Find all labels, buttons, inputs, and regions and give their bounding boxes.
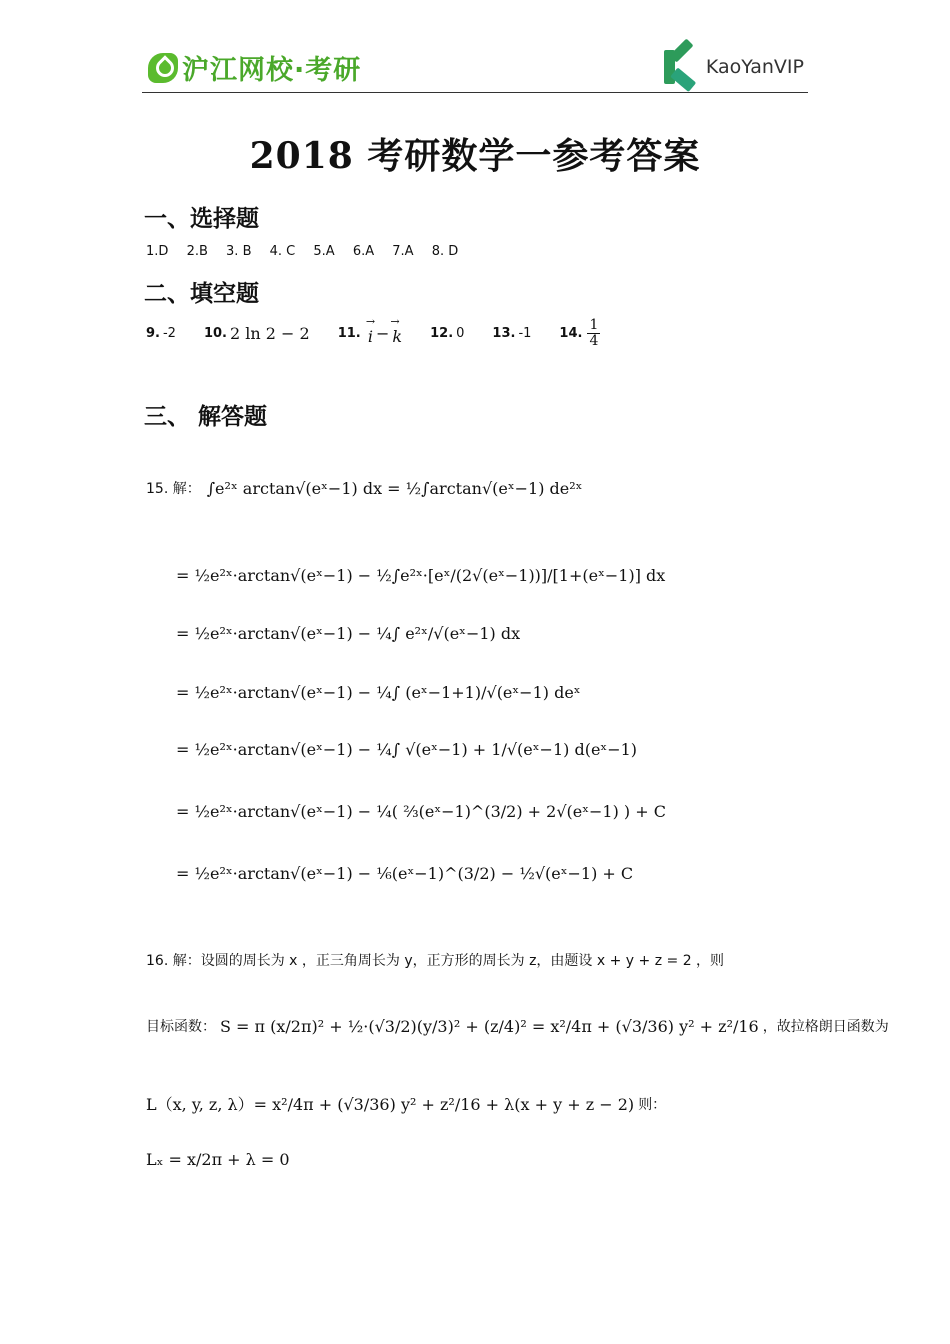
q15-line-4: = ½e²ˣ·arctan√(eˣ−1) − ¼∫ (eˣ−1+1)/√(eˣ−1) deˣ (176, 683, 581, 702)
section-fill-heading: 二、填空题 (144, 281, 259, 307)
choice-answer: 8. D (431, 244, 459, 259)
fill-answer-10: 10. 2 ln 2 − 2 (203, 324, 310, 344)
q16-paragraph-4: Lₓ = x/2π + λ = 0 (146, 1150, 290, 1169)
q16-paragraph-2: 目标函数： S = π (x/2π)² + ½·(√3/2)(y/3)² + (z/4)² = x²/4π + (√3/36) y² + z²/16 ，故拉格朗日函数为 (146, 1016, 889, 1036)
kaoyanvip-logo (664, 50, 804, 84)
choice-answers (146, 244, 472, 259)
choice-answer: 7.A (392, 244, 414, 259)
brand-left: 沪江网校·考研 (182, 55, 362, 86)
fill-answer-11: 11. → i − → k (338, 321, 402, 346)
fill-answer-13: 13. -1 (492, 326, 532, 342)
leaf-icon (148, 53, 178, 83)
page-title: 2018 考研数学一参考答案 (249, 135, 701, 177)
q15-line-2: = ½e²ˣ·arctan√(eˣ−1) − ½∫e²ˣ·[eˣ/(2√(eˣ−1))]/[1+(eˣ−1)] dx (176, 566, 666, 585)
q15-line-3: = ½e²ˣ·arctan√(eˣ−1) − ¼∫ e²ˣ/√(eˣ−1) dx (176, 624, 521, 643)
choice-answer: 3. B (226, 244, 252, 259)
hujiang-logo (148, 48, 361, 87)
choice-answer: 2.B (186, 244, 208, 259)
choice-answer: 1.D (146, 244, 169, 259)
q15-line-1: 15. 解： ∫e²ˣ arctan√(eˣ−1) dx = ½∫arctan√(eˣ−1) de²ˣ (146, 478, 583, 498)
k-logo-icon (664, 50, 698, 84)
choice-answer: 5.A (313, 244, 335, 259)
q16-paragraph-3: L（x, y, z, λ）= x²/4π + (√3/36) y² + z²/16 + λ(x + y + z − 2) 则： (146, 1095, 667, 1114)
fill-answer-12: 12. 0 (430, 326, 465, 342)
fill-answers (146, 318, 630, 350)
page-header (142, 40, 808, 93)
fill-answer-9: 9. -2 (146, 326, 176, 342)
q16-paragraph-1: 16. 解：设圆的周长为 x ，正三角周长为 y，正方形的周长为 z，由题设 x + y + z = 2 ，则 (146, 953, 725, 969)
q15-line-7: = ½e²ˣ·arctan√(eˣ−1) − ⅙(eˣ−1)^(3/2) − ½√(eˣ−1) + C (176, 864, 634, 883)
fill-answer-14: 14. $\frac{1}{4}$ (559, 317, 599, 350)
section-solve-heading: 三、 解答题 (144, 404, 268, 430)
brand-right: KaoYanVIP (705, 56, 804, 78)
q15-line-6: = ½e²ˣ·arctan√(eˣ−1) − ¼( ⅔(eˣ−1)^(3/2) + 2√(eˣ−1) ) + C (176, 802, 666, 821)
choice-answer: 6.A (352, 244, 375, 259)
choice-answer: 4. C (269, 244, 296, 259)
q15-line-5: = ½e²ˣ·arctan√(eˣ−1) − ¼∫ √(eˣ−1) + 1/√(eˣ−1) d(eˣ−1) (176, 740, 638, 759)
section-choice-heading: 一、选择题 (144, 206, 259, 232)
